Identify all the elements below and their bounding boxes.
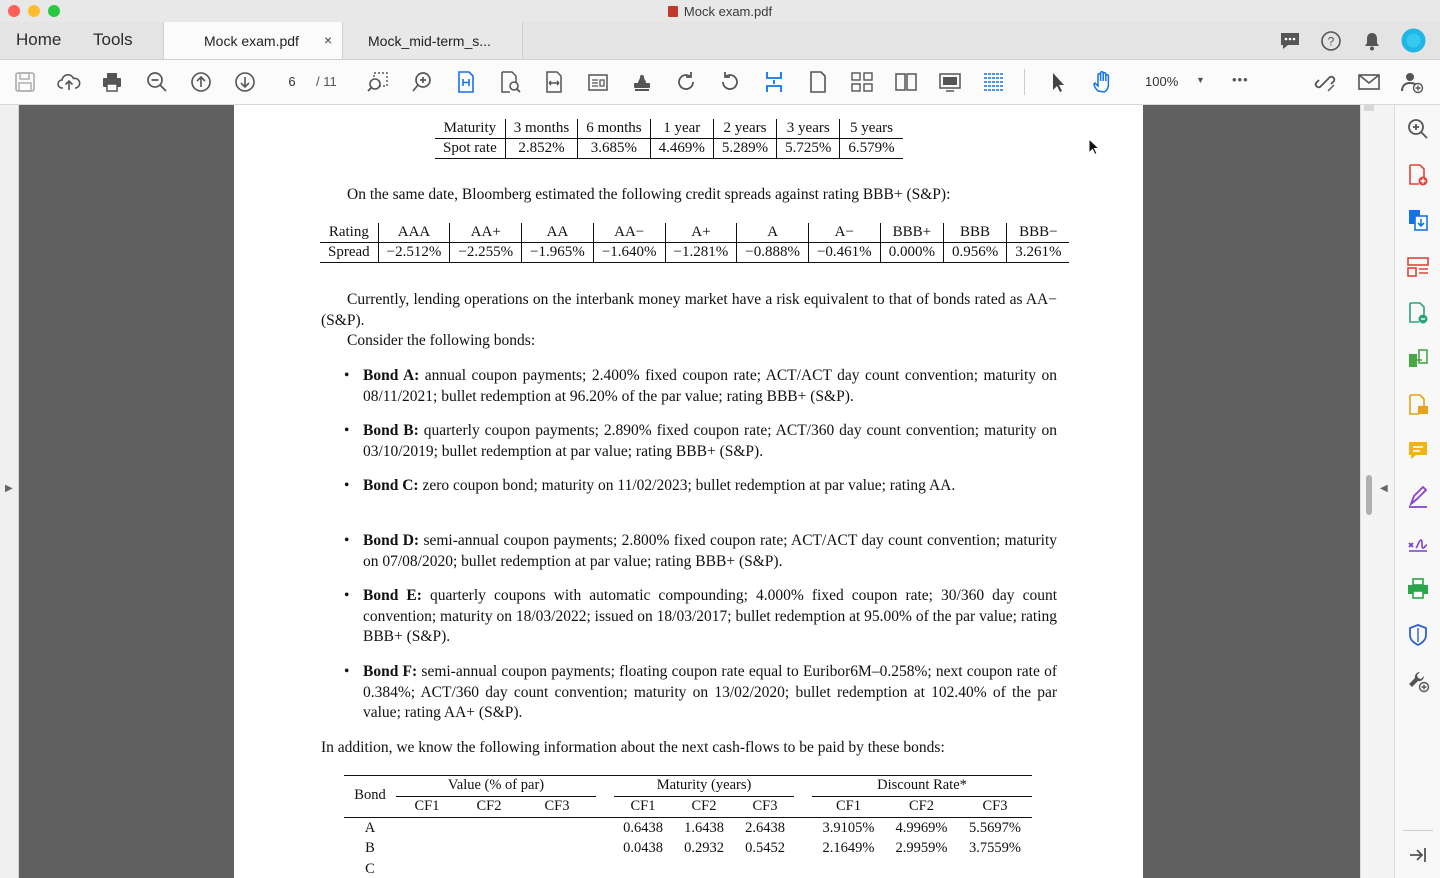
stamp-icon[interactable] — [630, 70, 654, 94]
bond-description: zero coupon bond; maturity on 11/02/2023; bullet redemption at par value; rating AA. — [422, 477, 956, 494]
right-tools-pane — [1376, 105, 1440, 878]
comment-tool-icon[interactable] — [1406, 439, 1430, 463]
table-row-bond: A — [364, 820, 376, 836]
single-page-icon[interactable] — [806, 70, 830, 94]
column-header: CF2 — [691, 798, 717, 814]
table-cell: 3.9105% — [822, 820, 875, 836]
table-row-bond: C — [365, 861, 375, 877]
list-item: • Bond A: annual coupon payments; 2.400% fixed coupon rate; ACT/ACT day count convention; maturity on 08/11/2021; bullet redemption at 96.20% of the par value; rating BBB+ (S&P). — [344, 367, 1057, 405]
table-cell: 0.6438 — [623, 820, 663, 836]
lending-paragraph: Currently, lending operations on the interbank money market have a risk equivalent to that of bonds rated as AA− (S&P). — [321, 291, 1057, 329]
upload-cloud-icon[interactable] — [57, 70, 81, 94]
table-cell: 3.7559% — [969, 840, 1021, 856]
table-cell: 0.0438 — [623, 840, 663, 856]
header-bottom-rule — [344, 817, 1032, 818]
document-tab-mock-mid-term[interactable] — [343, 22, 523, 59]
document-tab-mock-exam[interactable] — [163, 22, 343, 59]
maturity-group-header: Maturity (years) — [656, 777, 752, 793]
notifications-bell-icon[interactable] — [1361, 30, 1383, 52]
bond-column-header: Bond — [354, 787, 386, 803]
scrolling-mode-icon[interactable] — [762, 70, 786, 94]
zoom-level[interactable]: 100% — [1145, 74, 1179, 89]
column-header: CF1 — [414, 798, 440, 814]
value-group-header: Value (% of par) — [447, 777, 545, 793]
marquee-zoom-icon[interactable] — [366, 70, 390, 94]
page-number-input[interactable]: 6 — [288, 74, 296, 89]
list-item: • Bond B: quarterly coupon payments; 2.890% fixed coupon rate; ACT/360 day count convention; maturity on 03/10/2019; bullet redemption at par value; rating BBB+ (S&P). — [344, 422, 1058, 460]
fit-page-icon[interactable] — [454, 70, 478, 94]
share-link-icon[interactable] — [1313, 70, 1337, 94]
bond-name: Bond C: — [363, 477, 419, 494]
table-cell: 0.2932 — [684, 840, 724, 856]
print-production-icon[interactable] — [1406, 577, 1430, 601]
table-row: Maturity 3 months 6 months 1 year 2 years 3 years 5 years — [435, 119, 903, 139]
column-header: CF3 — [982, 798, 1008, 814]
title-bar — [0, 0, 1440, 23]
bond-name: Bond B: — [363, 422, 419, 439]
table-row-bond: B — [365, 840, 375, 856]
column-header: CF3 — [544, 798, 570, 814]
table-top-rule — [344, 775, 1032, 776]
zoom-out-icon[interactable] — [145, 70, 169, 94]
tools-tab[interactable]: Tools — [93, 30, 133, 49]
table-cell: 2.9959% — [895, 840, 948, 856]
home-tab[interactable]: Home — [16, 30, 62, 49]
scrollbar-thumb[interactable] — [1366, 475, 1372, 515]
left-navigation-strip — [0, 105, 19, 878]
find-text-icon[interactable] — [498, 70, 522, 94]
vertical-scrollbar[interactable] — [1360, 105, 1377, 878]
help-icon[interactable] — [1320, 30, 1342, 52]
two-page-view-icon[interactable] — [894, 70, 918, 94]
read-mode-icon[interactable] — [586, 70, 610, 94]
export-pdf-icon[interactable] — [1406, 208, 1430, 232]
close-tab-icon[interactable]: × — [324, 32, 333, 48]
print-icon[interactable] — [100, 70, 124, 94]
tab-bar — [0, 22, 1440, 60]
hand-tool-icon[interactable] — [1091, 70, 1115, 94]
add-user-icon[interactable] — [1400, 70, 1424, 94]
svg-text:?: ? — [1327, 34, 1335, 49]
bond-name: Bond E: — [363, 587, 422, 604]
spot-rate-table — [435, 119, 903, 159]
column-header: CF3 — [752, 798, 778, 814]
document-viewer[interactable] — [19, 105, 1360, 878]
email-icon[interactable] — [1357, 70, 1381, 94]
bond-description: quarterly coupons with automatic compounding; 4.000% fixed coupon rate; 30/360 day count convention; maturity on 18/03/2022; issued on 18/03/2017; bullet redemption at 95.00% of the par value; rating BBB+ (S&P). — [363, 587, 1058, 645]
rotate-counterclockwise-icon[interactable] — [718, 70, 742, 94]
table-row: Rating AAA AA+ AA AA− A+ A A− BBB+ BBB BBB− — [320, 223, 1069, 243]
pdf-file-icon — [668, 6, 678, 17]
column-header: CF2 — [476, 798, 502, 814]
toolbar-divider — [1024, 69, 1025, 95]
expand-left-pane-icon[interactable]: ▶ — [5, 483, 13, 494]
request-signature-icon[interactable] — [1406, 531, 1430, 555]
page-thumbnails-icon[interactable] — [850, 70, 874, 94]
bond-description: semi-annual coupon payments; 2.800% fixed coupon rate; ACT/ACT day count convention; maturity on 07/08/2020; bullet redemption at par value; rating BBB+ (S&P). — [363, 532, 1058, 570]
main-toolbar — [0, 60, 1440, 105]
organize-pages-icon[interactable] — [1406, 255, 1430, 279]
user-avatar[interactable] — [1401, 28, 1426, 53]
group-rule — [396, 796, 596, 797]
column-header: CF2 — [909, 798, 934, 814]
list-item: • Bond C: zero coupon bond; maturity on 11/02/2023; bullet redemption at par value; rating AA. — [344, 477, 956, 494]
bond-name: Bond A: — [363, 367, 420, 384]
table-cell: 2.1649% — [822, 840, 875, 856]
bond-name: Bond F: — [363, 663, 418, 680]
table-row: Spot rate 2.852% 3.685% 4.469% 5.289% 5.725% 6.579% — [435, 139, 903, 159]
table-cell: 4.9969% — [895, 820, 948, 836]
mouse-pointer-icon — [1088, 138, 1100, 156]
bond-name: Bond D: — [363, 532, 420, 549]
pdf-page — [234, 105, 1143, 878]
fill-sign-icon[interactable] — [1406, 485, 1430, 509]
list-item: • Bond E: quarterly coupons with automatic compounding; 4.000% fixed coupon rate; 30/360 day count convention; maturity on 18/03/2022; issued on 18/03/2017; bullet redemption at 95.00% of the par value; rating BBB+ (S&P). — [344, 587, 1058, 645]
table-cell: 1.6438 — [684, 820, 724, 836]
search-zoom-icon[interactable] — [1406, 117, 1430, 141]
credit-spread-table — [320, 223, 1069, 263]
table-row: Spread −2.512% −2.255% −1.965% −1.640% −1.281% −0.888% −0.461% 0.000% 0.956% 3.261% — [320, 243, 1069, 263]
comment-pdf-icon[interactable] — [1406, 393, 1430, 417]
combine-files-icon[interactable] — [1406, 347, 1430, 371]
fit-width-icon[interactable] — [542, 70, 566, 94]
list-item: • Bond F: semi-annual coupon payments; floating coupon rate equal to Euribor6M–0.258%; next coupon rate of 0.384%; ACT/360 day count convention; maturity on 13/02/2020; bullet redemption at 102.40% of the par value; rating AA+ (S&P). — [344, 663, 1057, 721]
protect-shield-icon[interactable] — [1406, 623, 1430, 647]
create-pdf-icon[interactable] — [1406, 163, 1430, 187]
more-tools-icon[interactable] — [1406, 669, 1430, 693]
scrollbar-cap — [1364, 105, 1374, 111]
page-display-lines-icon[interactable] — [982, 70, 1006, 94]
edit-pdf-icon[interactable] — [1406, 301, 1430, 325]
spread-intro-paragraph: On the same date, Bloomberg estimated the following credit spreads against rating BBB+ (S&P): — [347, 186, 951, 203]
bond-description: semi-annual coupon payments; floating coupon rate equal to Euribor6M–0.258%; next coupon rate of 0.384%; ACT/360 day count convention; maturity on 13/02/2020; bullet redemption at 102.40% of the par value; rating AA+ (S&P). — [363, 663, 1057, 721]
document-tab-label: Mock_mid-term_s... — [368, 33, 491, 49]
pane-divider — [1403, 830, 1433, 831]
column-header: CF1 — [836, 798, 861, 814]
group-rule — [614, 796, 794, 797]
tools-pane-icons — [1394, 105, 1440, 878]
comment-icon[interactable] — [1279, 30, 1301, 52]
group-rule — [812, 796, 1032, 797]
table-cell: 2.6438 — [745, 820, 785, 836]
page-total: / 11 — [316, 74, 337, 89]
collapse-right-pane-icon[interactable]: ◀ — [1380, 483, 1388, 494]
cash-flow-intro-paragraph: In addition, we know the following information about the next cash-flows to be paid by these bonds: — [321, 739, 945, 756]
previous-page-icon[interactable] — [189, 70, 213, 94]
save-icon[interactable] — [13, 70, 37, 94]
table-cell: 5.5697% — [969, 820, 1021, 836]
bond-description: annual coupon payments; 2.400% fixed coupon rate; ACT/ACT day count convention; maturity on 08/11/2021; bullet redemption at 96.20% of the par value; rating BBB+ (S&P). — [363, 367, 1057, 405]
presentation-mode-icon[interactable] — [938, 70, 962, 94]
collapse-tools-pane-icon[interactable] — [1406, 843, 1430, 867]
rotate-clockwise-icon[interactable] — [674, 70, 698, 94]
table-cell: 0.5452 — [745, 840, 785, 856]
more-options-icon[interactable]: ••• — [1232, 72, 1249, 87]
window-title: Mock exam.pdf — [0, 4, 1440, 19]
dynamic-zoom-icon[interactable] — [410, 70, 434, 94]
zoom-dropdown-caret-icon[interactable]: ▼ — [1196, 75, 1205, 85]
select-cursor-icon[interactable] — [1047, 70, 1071, 94]
column-header: CF1 — [630, 798, 656, 814]
bond-description: quarterly coupon payments; 2.890% fixed coupon rate; ACT/360 day count convention; maturity on 03/10/2019; bullet redemption at par value; rating BBB+ (S&P). — [363, 422, 1058, 460]
discount-group-header: Discount Rate* — [877, 777, 967, 793]
list-item: • Bond D: semi-annual coupon payments; 2.800% fixed coupon rate; ACT/ACT day count convention; maturity on 07/08/2020; bullet redemption at par value; rating BBB+ (S&P). — [344, 532, 1058, 570]
next-page-icon[interactable] — [233, 70, 257, 94]
consider-paragraph: Consider the following bonds: — [347, 332, 536, 349]
document-tab-label: Mock exam.pdf — [204, 33, 299, 49]
